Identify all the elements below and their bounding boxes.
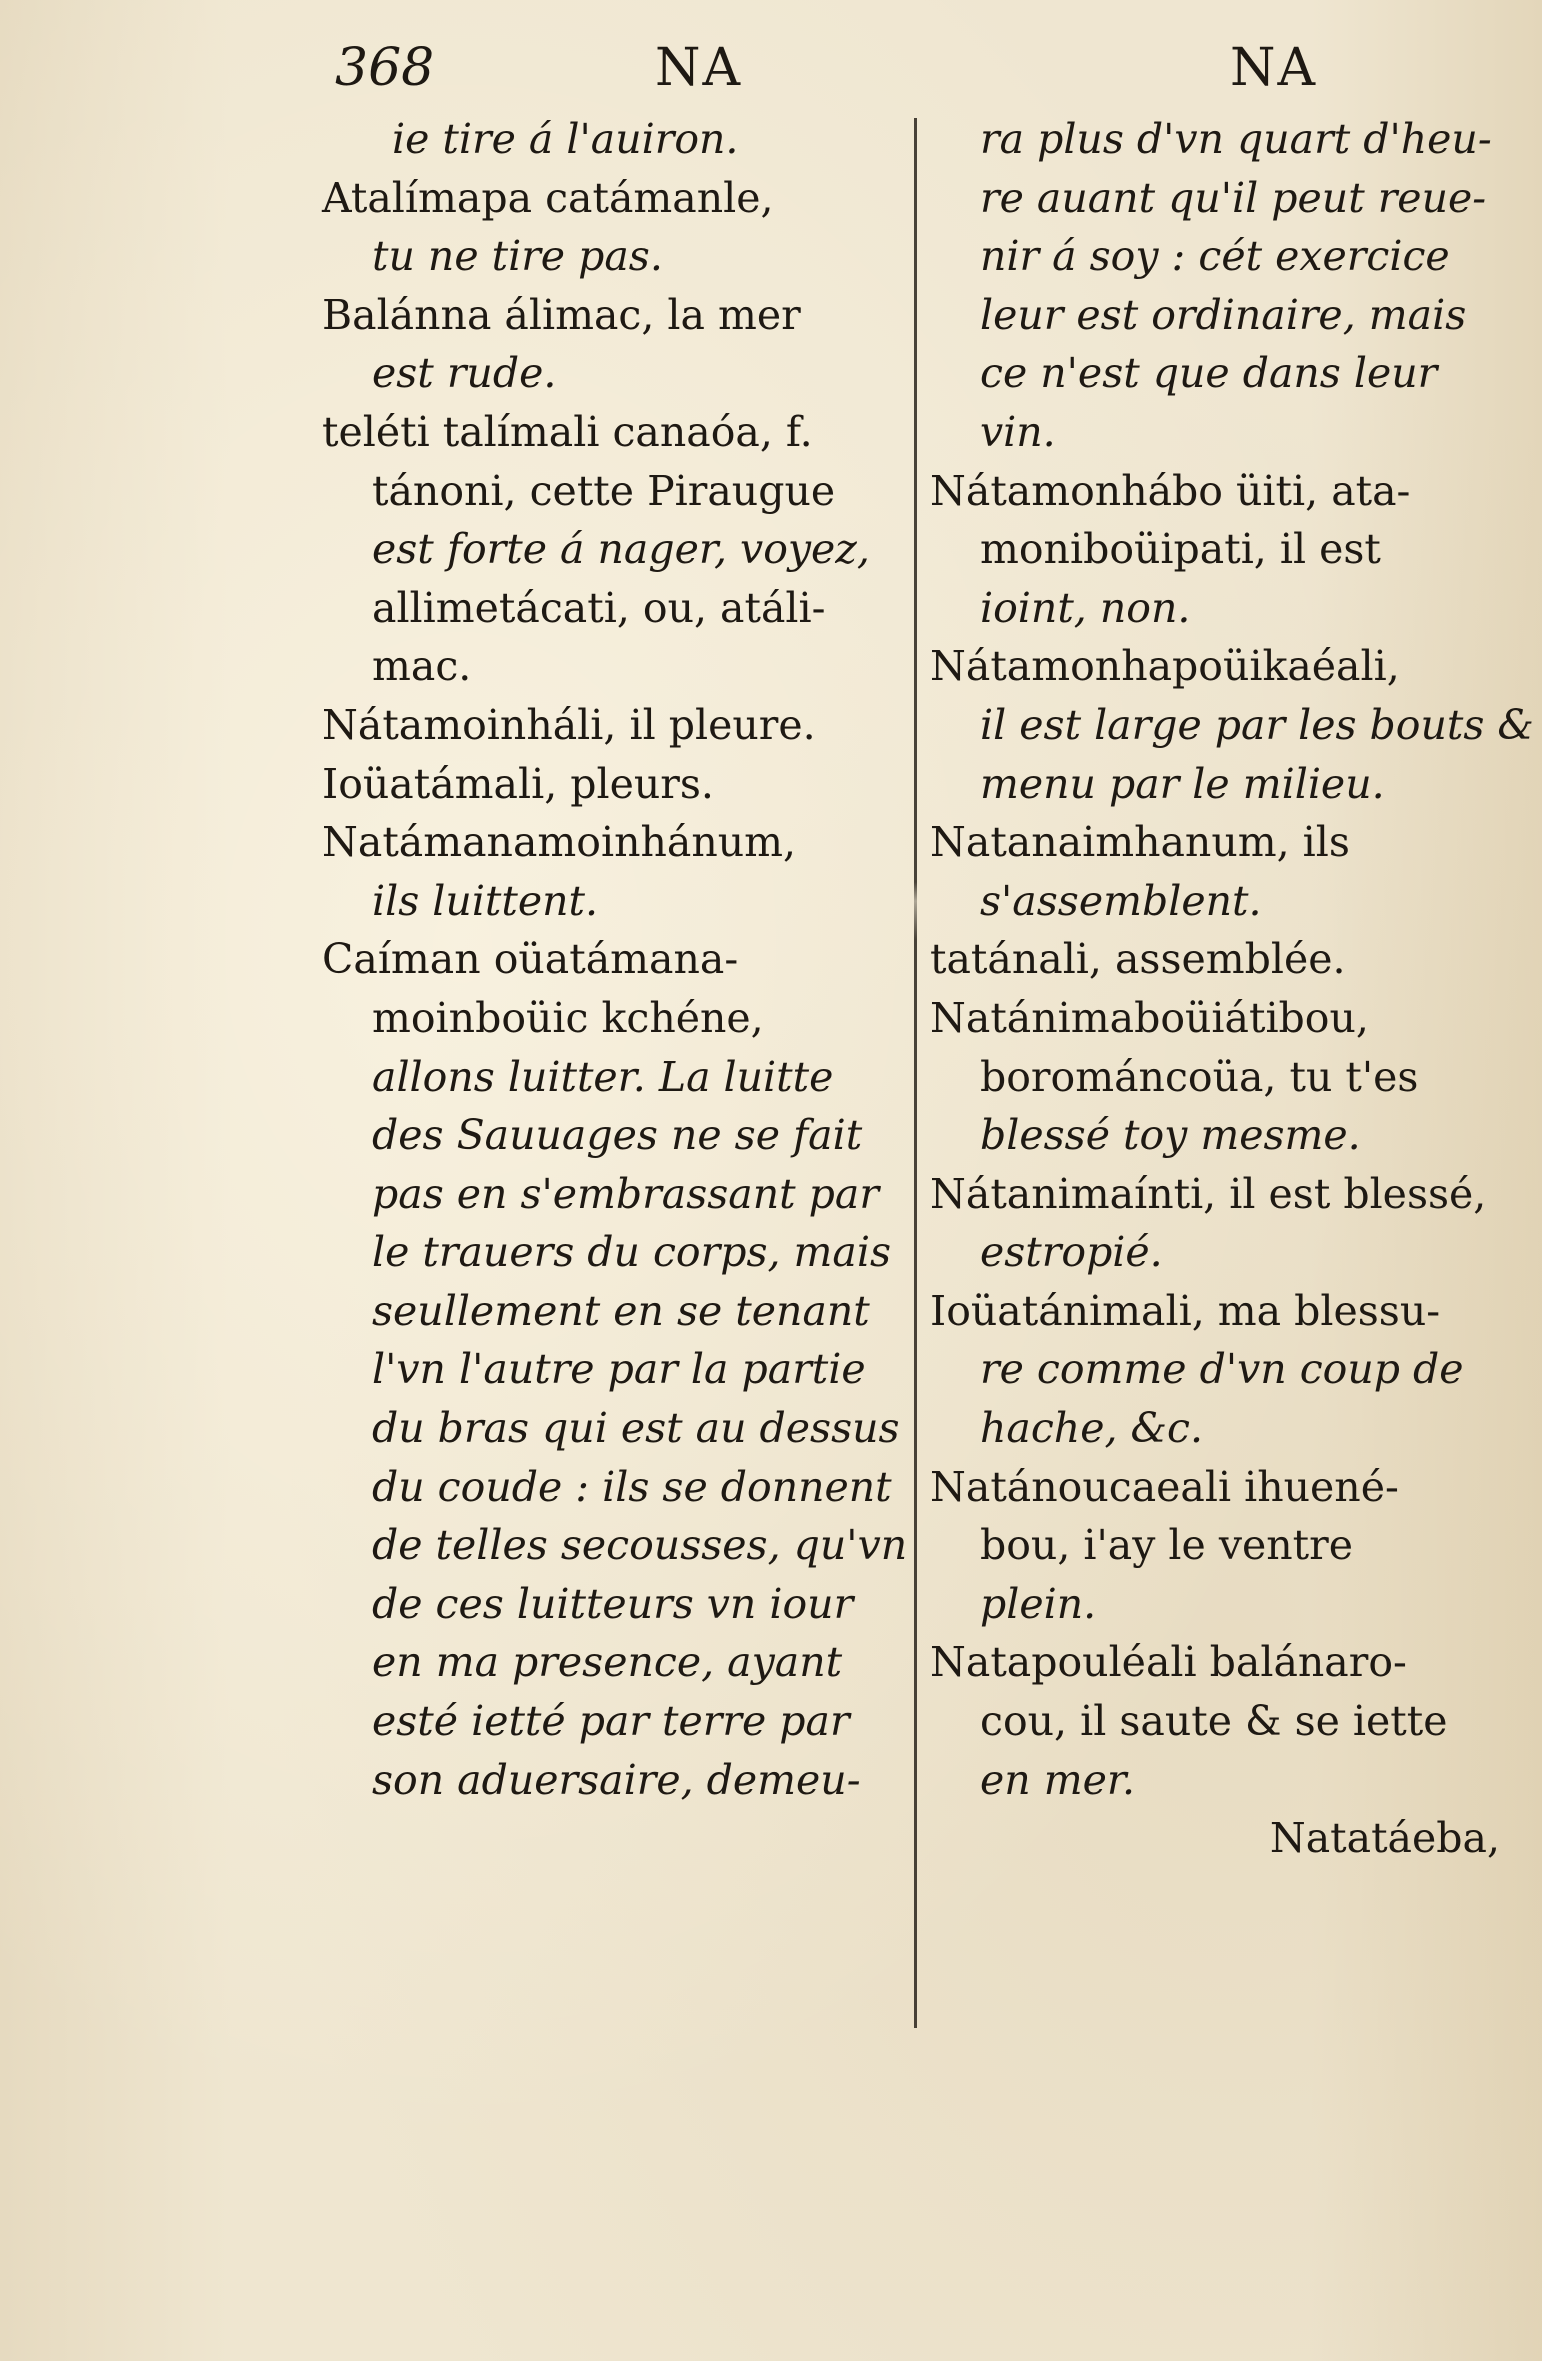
text-line: son aduersaire, demeu- — [372, 1755, 861, 1804]
entry-headword-line: Ioüatánimali, ma blessu- — [930, 1286, 1441, 1335]
text-line: estropié. — [980, 1228, 1163, 1277]
text-line: ie tire á l'auiron. — [392, 115, 739, 163]
text-line: borománcoüa, tu t'es — [980, 1052, 1419, 1101]
entry-headword-line: teléti talímali canaóa, f. — [322, 407, 813, 456]
text-line: il est large par les bouts & — [980, 700, 1534, 749]
text-line: tánoni, cette Piraugue — [372, 466, 836, 515]
text-line: du bras qui est au dessus — [372, 1404, 900, 1453]
text-line: pas en s'embrassant par — [372, 1169, 879, 1218]
text-line: menu par le milieu. — [980, 759, 1385, 808]
entry-headword-line: Natánimaboüiátibou, — [930, 993, 1369, 1042]
right-running-head: NA — [1230, 38, 1318, 98]
catchword: Natatáeba, — [1269, 1814, 1500, 1863]
text-line: s'assemblent. — [980, 876, 1262, 925]
entry-headword-line: Natanaimhanum, ils — [930, 818, 1350, 867]
text-line: des Sauuages ne se fait — [372, 1111, 863, 1160]
text-line: vin. — [980, 407, 1056, 456]
text-line: seullement en se tenant — [372, 1286, 870, 1335]
text-line: blessé toy mesme. — [980, 1111, 1361, 1160]
text-line: allons luitter. La luitte — [372, 1052, 834, 1101]
text-line: bou, i'ay le ventre — [980, 1521, 1354, 1570]
text-line: est rude. — [372, 349, 557, 398]
page-number: 368 — [335, 38, 435, 98]
text-line: esté ietté par terre par — [372, 1697, 850, 1746]
text-line: du coude : ils se donnent — [372, 1462, 892, 1511]
text-line: mac. — [372, 642, 472, 691]
text-line: allimetácati, ou, atáli- — [372, 583, 826, 632]
text-line: ils luittent. — [372, 876, 599, 925]
text-line: le trauers du corps, mais — [372, 1228, 892, 1277]
text-line: tu ne tire pas. — [372, 232, 663, 281]
text-line: hache, &c. — [980, 1404, 1204, 1453]
entry-headword-line: Nátamonhábo üiti, ata- — [930, 466, 1411, 515]
column-divider-rule — [914, 118, 917, 2028]
entry-headword-line: Ioüatámali, pleurs. — [322, 759, 714, 808]
text-line: cou, il saute & se iette — [980, 1697, 1448, 1746]
text-line: est forte á nager, voyez, — [372, 525, 870, 574]
entry-headword-line: Nátanimaínti, il est blessé, — [930, 1169, 1487, 1218]
entry-headword-line: Nátamoinháli, il pleure. — [322, 700, 816, 749]
running-header — [0, 38, 1542, 118]
text-line: moniboüipati, il est — [980, 525, 1381, 574]
entry-headword-line: Atalímapa catámanle, — [322, 173, 774, 222]
text-line: en ma presence, ayant — [372, 1638, 843, 1687]
text-line: re auant qu'il peut reue- — [980, 173, 1487, 222]
text-line: ce n'est que dans leur — [980, 349, 1438, 398]
text-line: moinboüic kchéne, — [372, 993, 764, 1042]
entry-headword-line: Natapouléali balánaro- — [930, 1638, 1407, 1687]
entry-headword-line: Natánoucaeali ihuené- — [930, 1462, 1399, 1511]
left-column — [322, 110, 912, 1809]
text-line: de ces luitteurs vn iour — [372, 1579, 854, 1628]
entry-headword-line: Caíman oüatámana- — [322, 935, 739, 984]
entry-headword-line: Balánna álimac, la mer — [322, 290, 801, 339]
text-line: en mer. — [980, 1755, 1135, 1804]
text-line: nir á soy : cét exercice — [980, 232, 1450, 281]
entry-headword-line: Natámanamoinhánum, — [322, 818, 797, 867]
entry-headword-line: Nátamonhapoüikaéali, — [930, 642, 1400, 691]
text-line: ra plus d'vn quart d'heu- — [980, 115, 1492, 163]
text-line: plein. — [980, 1579, 1097, 1628]
left-running-head: NA — [655, 38, 743, 98]
text-line: de telles secousses, qu'vn — [372, 1521, 908, 1570]
text-line: leur est ordinaire, mais — [980, 290, 1467, 339]
text-line: ioint, non. — [980, 583, 1191, 632]
text-line: re comme d'vn coup de — [980, 1345, 1464, 1394]
right-column — [930, 110, 1534, 1868]
entry-headword-line: tatánali, assemblée. — [930, 935, 1346, 984]
text-line: l'vn l'autre par la partie — [372, 1345, 866, 1394]
